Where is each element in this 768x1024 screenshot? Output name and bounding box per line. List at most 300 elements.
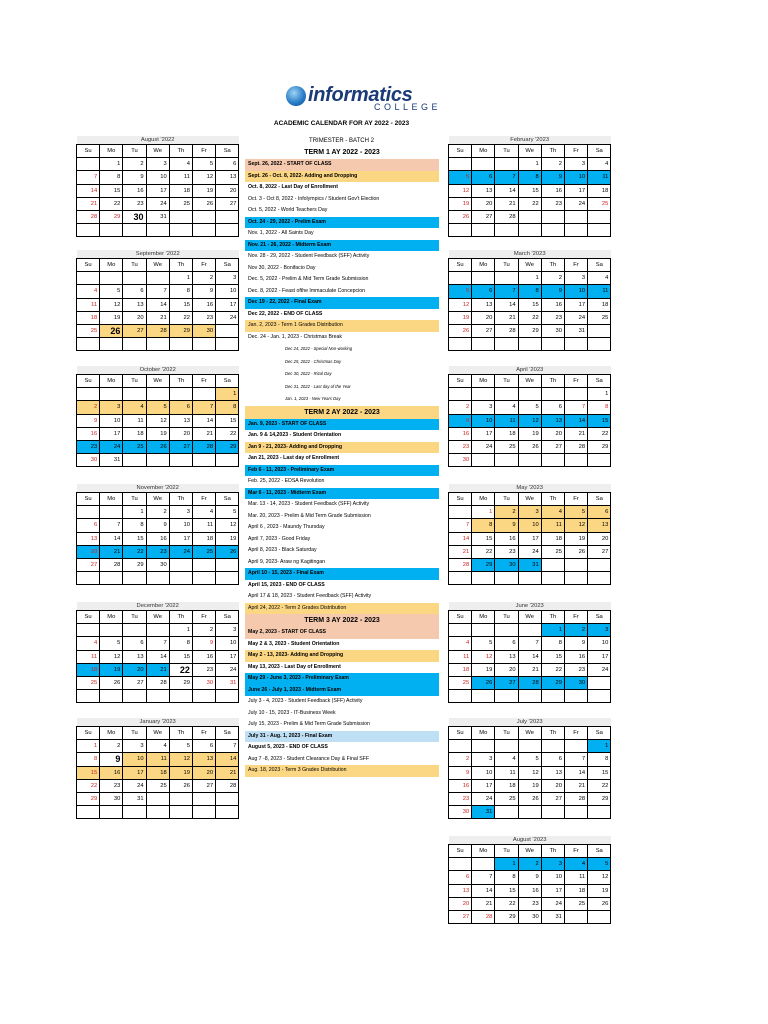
day-cell: 30 <box>77 454 100 467</box>
event-item: Oct. 8, 2022 - Last Day of Enrollment <box>248 184 338 190</box>
day-cell: 28 <box>564 440 587 453</box>
empty-day-cell <box>100 572 123 585</box>
day-cell: 24 <box>216 663 239 676</box>
day-cell: 18 <box>192 532 215 545</box>
day-cell: 25 <box>192 545 215 558</box>
day-cell: 15 <box>472 532 495 545</box>
weekday-header: Sa <box>588 727 611 740</box>
event-item: April 9, 2023- Araw ng Kagitingan <box>248 558 325 565</box>
day-cell: 9 <box>146 519 169 532</box>
empty-day-cell <box>192 454 215 467</box>
day-cell: 27 <box>588 545 611 558</box>
day-cell: 7 <box>472 871 495 884</box>
day-cell: 2 <box>541 272 564 285</box>
day-cell: 30 <box>495 558 518 571</box>
event-item: Nov. 28 - 29, 2022 - Student Feedback (SFF) Activity <box>248 253 370 259</box>
day-cell: 6 <box>541 753 564 766</box>
weekday-header: Mo <box>100 611 123 624</box>
event-item: Jan. 2, 2023 - Term 1 Grades Distribution <box>245 320 439 332</box>
empty-day-cell <box>77 388 100 401</box>
day-cell: 19 <box>216 532 239 545</box>
event-item: July 3 - 4, 2023 - Student Feedback (SFF) Activity <box>248 698 363 704</box>
weekday-header: Su <box>449 727 472 740</box>
empty-day-cell <box>564 558 587 571</box>
empty-day-cell <box>472 388 495 401</box>
day-cell: 14 <box>564 414 587 427</box>
day-cell: 20 <box>472 311 495 324</box>
day-cell: 25 <box>588 311 611 324</box>
day-cell: 6 <box>216 158 239 171</box>
day-cell: 30 <box>100 792 123 805</box>
day-cell: 23 <box>449 792 472 805</box>
day-cell: 21 <box>100 545 123 558</box>
day-cell: 1 <box>518 158 541 171</box>
empty-day-cell <box>216 224 239 237</box>
day-cell: 31 <box>216 676 239 689</box>
day-cell: 30 <box>123 210 146 223</box>
day-cell: 20 <box>77 545 100 558</box>
day-cell: 5 <box>472 637 495 650</box>
day-cell: 21 <box>192 427 215 440</box>
day-cell: 7 <box>518 637 541 650</box>
day-cell: 9 <box>449 414 472 427</box>
weekday-header: Mo <box>472 375 495 388</box>
event-item: Aug. 18, 2023 - Term 3 Grades Distribution <box>245 765 439 777</box>
day-cell: 16 <box>77 427 100 440</box>
month-name: December '2022 <box>77 602 239 611</box>
weekday-header: We <box>146 493 169 506</box>
empty-day-cell <box>100 224 123 237</box>
day-cell: 25 <box>77 324 100 337</box>
month-name: November '2022 <box>77 484 239 493</box>
day-cell: 1 <box>588 740 611 753</box>
day-cell: 10 <box>518 519 541 532</box>
day-cell: 1 <box>77 740 100 753</box>
day-cell: 20 <box>541 779 564 792</box>
empty-day-cell <box>449 690 472 703</box>
day-cell: 10 <box>169 519 192 532</box>
day-cell: 5 <box>518 401 541 414</box>
empty-day-cell <box>192 806 215 819</box>
event-item: Jan. 9, 2023 - START OF CLASS <box>245 419 439 431</box>
month-name: March '2023 <box>449 250 611 259</box>
day-cell: 6 <box>541 401 564 414</box>
day-cell: 12 <box>518 414 541 427</box>
empty-day-cell <box>146 572 169 585</box>
day-cell: 30 <box>146 558 169 571</box>
empty-day-cell <box>123 454 146 467</box>
day-cell: 11 <box>169 171 192 184</box>
weekday-header: Mo <box>100 375 123 388</box>
empty-day-cell <box>216 572 239 585</box>
day-cell: 22 <box>169 311 192 324</box>
empty-day-cell <box>192 792 215 805</box>
empty-day-cell <box>588 454 611 467</box>
day-cell: 26 <box>100 324 123 337</box>
weekday-header: Sa <box>588 493 611 506</box>
day-cell: 4 <box>449 637 472 650</box>
day-cell: 13 <box>472 298 495 311</box>
day-cell: 2 <box>192 624 215 637</box>
event-item: Jan. 1, 2023 - New Years Day <box>285 396 341 401</box>
day-cell: 6 <box>472 285 495 298</box>
day-cell: 19 <box>100 311 123 324</box>
day-cell: 15 <box>588 414 611 427</box>
weekday-header: We <box>518 375 541 388</box>
day-cell: 4 <box>541 506 564 519</box>
weekday-header: Th <box>169 259 192 272</box>
weekday-header: Tu <box>495 727 518 740</box>
day-cell: 18 <box>449 663 472 676</box>
weekday-header: Sa <box>216 259 239 272</box>
day-cell: 18 <box>123 427 146 440</box>
day-cell: 23 <box>541 197 564 210</box>
day-cell: 3 <box>472 753 495 766</box>
day-cell: 27 <box>169 440 192 453</box>
empty-day-cell <box>192 572 215 585</box>
empty-day-cell <box>449 388 472 401</box>
day-cell: 23 <box>192 311 215 324</box>
weekday-header: Th <box>169 145 192 158</box>
weekday-header: Sa <box>588 611 611 624</box>
day-cell: 27 <box>472 324 495 337</box>
empty-day-cell <box>77 158 100 171</box>
empty-day-cell <box>123 624 146 637</box>
day-cell: 28 <box>146 676 169 689</box>
day-cell: 28 <box>518 676 541 689</box>
day-cell: 21 <box>146 311 169 324</box>
day-cell: 24 <box>564 197 587 210</box>
empty-day-cell <box>77 624 100 637</box>
day-cell: 2 <box>100 740 123 753</box>
day-cell: 29 <box>216 440 239 453</box>
day-cell: 24 <box>564 311 587 324</box>
day-cell: 15 <box>169 298 192 311</box>
day-cell: 3 <box>564 158 587 171</box>
day-cell: 1 <box>169 624 192 637</box>
empty-day-cell <box>192 690 215 703</box>
weekday-header: Sa <box>216 493 239 506</box>
event-item: Dec 22, 2022 - END OF CLASS <box>248 310 323 317</box>
day-cell: 13 <box>541 766 564 779</box>
weekday-header: Su <box>449 259 472 272</box>
globe-icon <box>286 86 306 106</box>
day-cell: 12 <box>192 171 215 184</box>
day-cell: 3 <box>100 401 123 414</box>
day-cell: 16 <box>449 427 472 440</box>
day-cell: 10 <box>564 171 587 184</box>
weekday-header: Mo <box>100 145 123 158</box>
day-cell: 2 <box>146 506 169 519</box>
term-heading: TERM 3 AY 2022 - 2023 <box>245 614 439 627</box>
empty-day-cell <box>192 388 215 401</box>
day-cell: 14 <box>495 184 518 197</box>
day-cell: 2 <box>77 401 100 414</box>
day-cell: 21 <box>449 545 472 558</box>
day-cell: 23 <box>495 545 518 558</box>
day-cell: 11 <box>495 766 518 779</box>
day-cell: 24 <box>123 779 146 792</box>
empty-day-cell <box>123 224 146 237</box>
empty-day-cell <box>449 624 472 637</box>
day-cell: 8 <box>123 519 146 532</box>
day-cell: 16 <box>123 184 146 197</box>
day-cell: 31 <box>564 324 587 337</box>
day-cell: 9 <box>564 637 587 650</box>
empty-day-cell <box>495 224 518 237</box>
day-cell: 9 <box>192 285 215 298</box>
event-item: Jan 21, 2023 - Last day of Enrollment <box>248 455 340 461</box>
weekday-header: Su <box>77 375 100 388</box>
day-cell: 16 <box>192 298 215 311</box>
empty-day-cell <box>449 272 472 285</box>
day-cell: 9 <box>495 519 518 532</box>
day-cell: 1 <box>123 506 146 519</box>
day-cell: 5 <box>169 740 192 753</box>
empty-day-cell <box>169 572 192 585</box>
weekday-header: Th <box>541 845 564 858</box>
day-cell: 15 <box>588 766 611 779</box>
weekday-header: We <box>146 611 169 624</box>
empty-day-cell <box>77 338 100 351</box>
day-cell: 22 <box>472 545 495 558</box>
event-item: Nov. 21 - 26, 2022 - Midterm Exam <box>245 240 439 252</box>
day-cell: 2 <box>449 401 472 414</box>
day-cell: 30 <box>449 454 472 467</box>
day-cell: 18 <box>77 663 100 676</box>
day-cell: 8 <box>518 285 541 298</box>
weekday-header: Mo <box>100 493 123 506</box>
day-cell: 24 <box>100 440 123 453</box>
day-cell: 24 <box>588 663 611 676</box>
day-cell: 21 <box>518 663 541 676</box>
event-item: May 2 - 13, 2023- Adding and Dropping <box>245 650 439 662</box>
calendar-february-2023 <box>448 136 611 237</box>
day-cell: 17 <box>216 650 239 663</box>
empty-day-cell <box>123 272 146 285</box>
day-cell: 27 <box>216 197 239 210</box>
event-item: Oct. 3 - Oct 8, 2022 - Infolympics / Student Gov't Election <box>248 195 380 202</box>
day-cell: 8 <box>495 871 518 884</box>
weekday-header: Th <box>541 727 564 740</box>
empty-day-cell <box>541 690 564 703</box>
day-cell: 27 <box>495 676 518 689</box>
day-cell: 22 <box>588 427 611 440</box>
month-name: October '2022 <box>77 366 239 375</box>
day-cell: 24 <box>472 440 495 453</box>
empty-day-cell <box>541 558 564 571</box>
empty-day-cell <box>588 338 611 351</box>
empty-day-cell <box>472 272 495 285</box>
logo-subtext: COLLEGE <box>374 102 442 112</box>
event-item: Sept. 26, 2022 - START OF CLASS <box>245 159 439 171</box>
day-cell: 16 <box>541 184 564 197</box>
day-cell: 15 <box>169 650 192 663</box>
day-cell: 22 <box>169 663 192 676</box>
day-cell: 28 <box>495 210 518 223</box>
event-item: April 8, 2023 - Black Saturday <box>248 547 317 553</box>
day-cell: 26 <box>518 792 541 805</box>
event-item: Oct. 5, 2022 - World Teachers Day <box>248 207 328 213</box>
day-cell: 21 <box>564 427 587 440</box>
empty-day-cell <box>588 558 611 571</box>
empty-day-cell <box>449 158 472 171</box>
day-cell: 21 <box>564 779 587 792</box>
day-cell: 26 <box>100 676 123 689</box>
weekday-header: We <box>518 493 541 506</box>
event-item: August 5, 2023 - END OF CLASS <box>248 744 328 750</box>
day-cell: 26 <box>192 197 215 210</box>
day-cell: 25 <box>495 792 518 805</box>
empty-day-cell <box>216 806 239 819</box>
day-cell: 10 <box>541 871 564 884</box>
event-item: July 10 - 15, 2023 - IT-Business Week <box>248 709 336 716</box>
day-cell: 17 <box>472 779 495 792</box>
day-cell: 29 <box>588 792 611 805</box>
day-cell: 3 <box>146 158 169 171</box>
day-cell: 11 <box>449 650 472 663</box>
day-cell: 7 <box>449 519 472 532</box>
weekday-header: Su <box>449 493 472 506</box>
weekday-header: We <box>518 845 541 858</box>
day-cell: 19 <box>518 427 541 440</box>
empty-day-cell <box>169 792 192 805</box>
day-cell: 25 <box>495 440 518 453</box>
empty-day-cell <box>449 224 472 237</box>
weekday-header: Sa <box>588 845 611 858</box>
day-cell: 15 <box>518 298 541 311</box>
weekday-header: Fr <box>564 259 587 272</box>
empty-day-cell <box>495 690 518 703</box>
empty-day-cell <box>146 624 169 637</box>
day-cell: 29 <box>169 676 192 689</box>
empty-day-cell <box>472 740 495 753</box>
empty-day-cell <box>472 158 495 171</box>
weekday-header: We <box>146 375 169 388</box>
day-cell: 18 <box>588 298 611 311</box>
calendar-march-2023 <box>448 250 611 351</box>
empty-day-cell <box>100 388 123 401</box>
day-cell: 8 <box>541 637 564 650</box>
empty-day-cell <box>588 910 611 923</box>
empty-day-cell <box>564 572 587 585</box>
day-cell: 1 <box>100 158 123 171</box>
day-cell: 8 <box>77 753 100 766</box>
day-cell: 4 <box>123 401 146 414</box>
day-cell: 5 <box>449 285 472 298</box>
month-name: February '2023 <box>449 136 611 145</box>
day-cell: 17 <box>564 184 587 197</box>
empty-day-cell <box>169 454 192 467</box>
empty-day-cell <box>564 338 587 351</box>
day-cell: 4 <box>77 637 100 650</box>
day-cell: 22 <box>100 197 123 210</box>
day-cell: 13 <box>216 171 239 184</box>
empty-day-cell <box>169 388 192 401</box>
day-cell: 6 <box>588 506 611 519</box>
empty-day-cell <box>146 388 169 401</box>
event-item: April 6 , 2023 - Maundy Thursday <box>248 524 325 530</box>
day-cell: 15 <box>216 414 239 427</box>
event-item: Mar. 20, 2023 - Prelim & Mid Term Grade Submission <box>248 512 371 519</box>
empty-day-cell <box>169 558 192 571</box>
empty-day-cell <box>588 690 611 703</box>
day-cell: 2 <box>495 506 518 519</box>
empty-day-cell <box>472 690 495 703</box>
day-cell: 2 <box>123 158 146 171</box>
day-cell: 2 <box>564 624 587 637</box>
day-cell: 14 <box>192 414 215 427</box>
weekday-header: We <box>146 727 169 740</box>
day-cell: 28 <box>564 792 587 805</box>
day-cell: 15 <box>495 884 518 897</box>
day-cell: 17 <box>588 650 611 663</box>
weekday-header: Su <box>77 727 100 740</box>
day-cell: 28 <box>472 910 495 923</box>
empty-day-cell <box>518 572 541 585</box>
weekday-header: Sa <box>216 611 239 624</box>
day-cell: 13 <box>192 753 215 766</box>
empty-day-cell <box>77 272 100 285</box>
empty-day-cell <box>169 806 192 819</box>
day-cell: 24 <box>518 545 541 558</box>
empty-day-cell <box>518 210 541 223</box>
event-item: April 17 & 18, 2023 - Student Feedback (SFF) Activity <box>248 593 372 599</box>
day-cell: 25 <box>77 676 100 689</box>
day-cell: 13 <box>472 184 495 197</box>
empty-day-cell <box>192 338 215 351</box>
day-cell: 1 <box>541 624 564 637</box>
empty-day-cell <box>146 338 169 351</box>
day-cell: 31 <box>472 806 495 819</box>
empty-day-cell <box>495 740 518 753</box>
day-cell: 26 <box>472 676 495 689</box>
day-cell: 20 <box>169 427 192 440</box>
day-cell: 19 <box>100 663 123 676</box>
day-cell: 20 <box>192 766 215 779</box>
day-cell: 7 <box>100 519 123 532</box>
day-cell: 29 <box>541 676 564 689</box>
day-cell: 7 <box>495 285 518 298</box>
day-cell: 7 <box>495 171 518 184</box>
day-cell: 4 <box>192 506 215 519</box>
day-cell: 15 <box>100 184 123 197</box>
day-cell: 17 <box>472 427 495 440</box>
day-cell: 12 <box>472 650 495 663</box>
day-cell: 7 <box>77 171 100 184</box>
day-cell: 21 <box>77 197 100 210</box>
day-cell: 25 <box>449 676 472 689</box>
empty-day-cell <box>146 690 169 703</box>
day-cell: 29 <box>588 440 611 453</box>
day-cell: 3 <box>216 624 239 637</box>
day-cell: 5 <box>192 158 215 171</box>
empty-day-cell <box>518 624 541 637</box>
day-cell: 19 <box>192 184 215 197</box>
month-name: January '2023 <box>77 718 239 727</box>
weekday-header: Mo <box>472 845 495 858</box>
day-cell: 13 <box>123 650 146 663</box>
empty-day-cell <box>518 806 541 819</box>
day-cell: 1 <box>588 388 611 401</box>
day-cell: 21 <box>495 197 518 210</box>
empty-day-cell <box>216 338 239 351</box>
event-item: Dec. 5, 2022 - Prelim & Mid Term Grade Submission <box>248 276 369 282</box>
month-name: September '2022 <box>77 250 239 259</box>
empty-day-cell <box>123 338 146 351</box>
weekday-header: Th <box>541 493 564 506</box>
empty-day-cell <box>472 338 495 351</box>
